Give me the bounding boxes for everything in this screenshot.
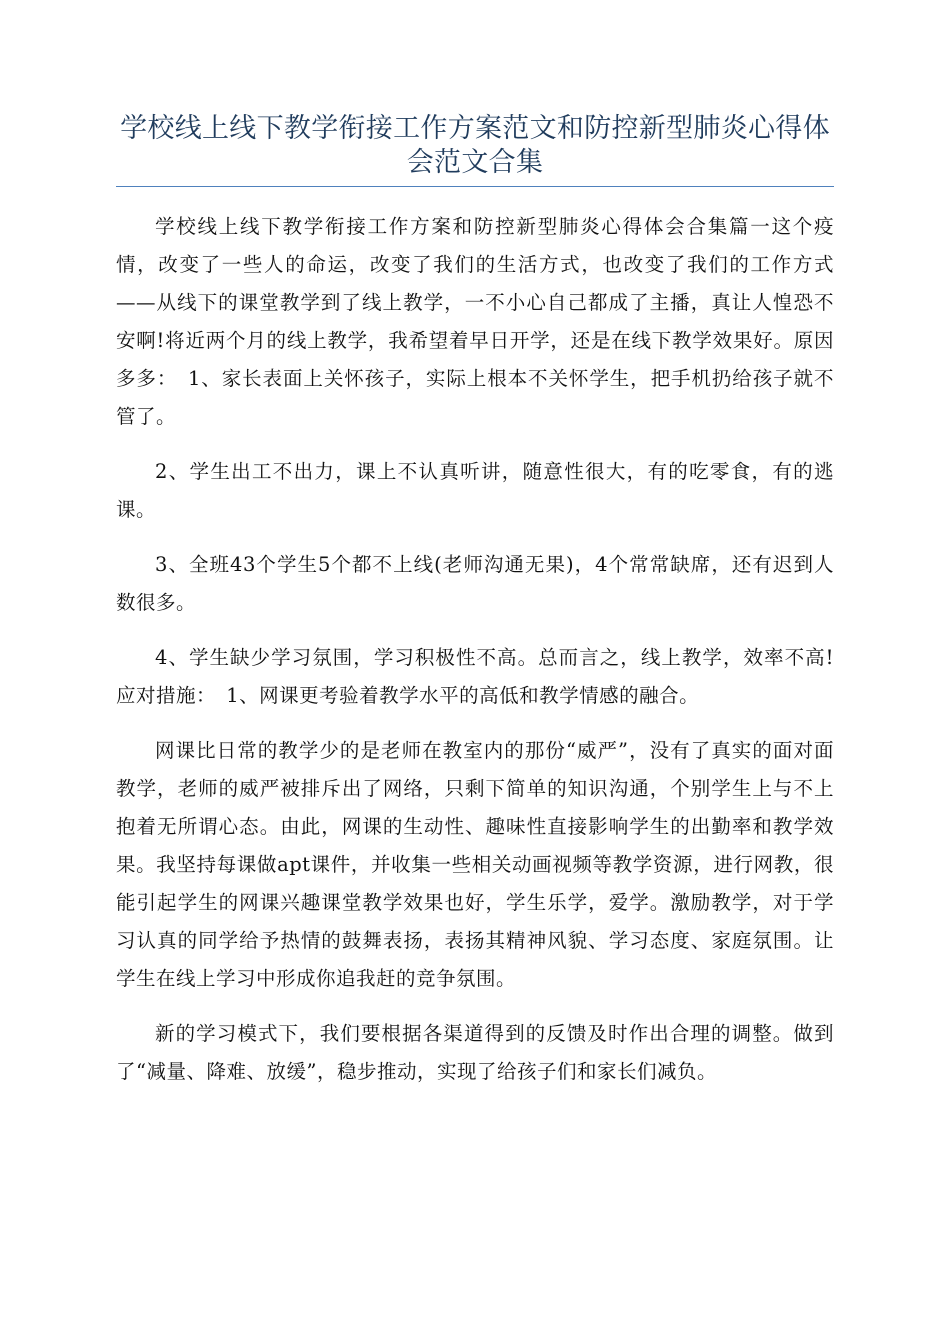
title-block <box>116 112 834 180</box>
paragraph-2: 2、学生出工不出力，课上不认真听讲，随意性很大，有的吃零食，有的逃课。 <box>116 460 834 521</box>
title-underline <box>116 186 834 187</box>
document-body <box>116 208 834 1108</box>
paragraph-3: 3、全班43个学生5个都不上线(老师沟通无果)，4个常常缺席，还有迟到人数很多。 <box>116 553 834 614</box>
paragraph-1: 学校线上线下教学衔接工作方案和防控新型肺炎心得体会合集篇一这个疫情，改变了一些人的命运，改变了我们的生活方式，也改变了我们的工作方式——从线下的课堂教学到了线上教学，一不小心自己都成了主播，真让人惶恐不安啊!将近两个月的线上教学，我希望着早日开学，还是在线下教学效果好。原因多多： 1、家长表面上关怀孩子，实际上根本不关怀学生，把手机扔给孩子就不管了。 <box>116 215 834 428</box>
paragraph-4: 4、学生缺少学习氛围，学习积极性不高。总而言之，线上教学，效率不高!应对措施： 1、网课更考验着教学水平的高低和教学情感的融合。 <box>116 646 834 707</box>
document-title: 学校线上线下教学衔接工作方案范文和防控新型肺炎心得体会范文合集 <box>120 113 830 178</box>
paragraph-5: 网课比日常的教学少的是老师在教室内的那份“威严”，没有了真实的面对面教学，老师的威严被排斥出了网络，只剩下简单的知识沟通，个别学生上与不上抱着无所谓心态。由此，网课的生动性、趣味性直接影响学生的出勤率和教学效果。我坚持每课做apt课件，并收集一些相关动画视频等教学资源，进行网教，很能引起学生的网课兴趣课堂教学效果也好，学生乐学，爱学。激励教学，对于学习认真的同学给予热情的鼓舞表扬，表扬其精神风貌、学习态度、家庭氛围。让学生在线上学习中形成你追我赶的竞争氛围。 <box>116 739 834 990</box>
paragraph-6: 新的学习模式下，我们要根据各渠道得到的反馈及时作出合理的调整。做到了“减量、降难、放缓”，稳步推动，实现了给孩子们和家长们减负。 <box>116 1022 834 1083</box>
